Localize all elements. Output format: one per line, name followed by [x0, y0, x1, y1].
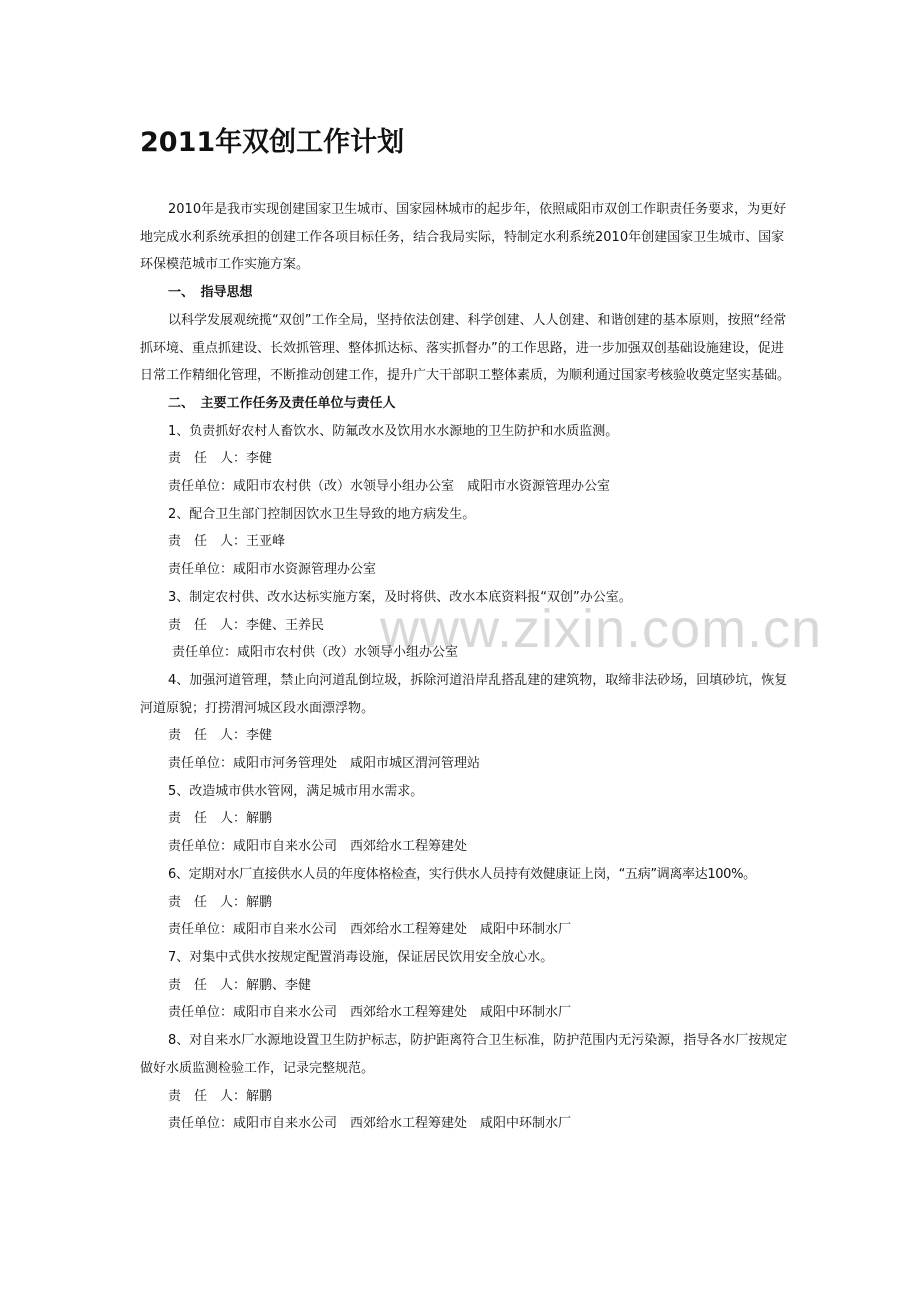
task-2-person: 责 任 人：王亚峰 [168, 534, 286, 550]
task-6: 6、定期对水厂直接供水人员的年度体格检查，实行供水人员持有效健康证上岗，“五病”调离率达100%。 [168, 866, 756, 882]
task-4-unit: 责任单位：咸阳市河务管理处 咸阳市城区渭河管理站 [168, 756, 481, 772]
task-7: 7、对集中式供水按规定配置消毒设施，保证居民饮用安全放心水。 [168, 949, 554, 965]
task-4: 4、加强河道管理，禁止向河道乱倒垃圾，拆除河道沿岸乱搭乱建的建筑物，取缔非法砂场，回填砂坑，恢复河道原貌；打捞渭河城区段水面漂浮物。 [140, 672, 788, 716]
task-2-unit: 责任单位：咸阳市水资源管理办公室 [168, 562, 377, 578]
task-1-person: 责 任 人：李健 [168, 451, 273, 467]
task-6-unit: 责任单位：咸阳市自来水公司 西郊给水工程筹建处 咸阳中环制水厂 [168, 922, 572, 938]
task-8-person: 责 任 人：解鹏 [168, 1088, 273, 1104]
task-3: 3、制定农村供、改水达标实施方案，及时将供、改水本底资料报“双创”办公室。 [168, 589, 632, 605]
task-8: 8、对自来水厂水源地设置卫生防护标志，防护距离符合卫生标准，防护范围内无污染源，指导各水厂按规定做好水质监测检验工作，记录完整规范。 [140, 1033, 788, 1076]
task-3-unit: 责任单位：咸阳市农村供（改）水领导小组办公室 [172, 645, 459, 661]
watermark: www.zixin.com.cn [380, 599, 823, 659]
section-2-heading: 二、 主要工作任务及责任单位与责任人 [168, 395, 396, 411]
task-7-unit: 责任单位：咸阳市自来水公司 西郊给水工程筹建处 咸阳中环制水厂 [168, 1005, 572, 1021]
task-7-person: 责 任 人：解鹏、李健 [168, 977, 312, 993]
task-1: 1、负责抓好农村人畜饮水、防氟改水及饮用水水源地的卫生防护和水质监测。 [168, 423, 619, 439]
task-5-person: 责 任 人：解鹏 [168, 811, 273, 827]
task-1-unit: 责任单位：咸阳市农村供（改）水领导小组办公室 咸阳市水资源管理办公室 [168, 479, 611, 495]
task-2: 2、配合卫生部门控制因饮水卫生导致的地方病发生。 [168, 506, 476, 522]
task-5-unit: 责任单位：咸阳市自来水公司 西郊给水工程筹建处 [168, 839, 468, 855]
task-5: 5、改造城市供水管网，满足城市用水需求。 [168, 783, 424, 799]
task-3-person: 责 任 人：李健、王养民 [168, 617, 325, 633]
intro-paragraph: 2010年是我市实现创建国家卫生城市、国家园林城市的起步年，依照咸阳市双创工作职责任务要求，为更好地完成水利系统承担的创建工作各项目标任务，结合我局实际，特制定水利系统2010年创建国家卫生城市、国家环保模范城市工作实施方案。 [140, 202, 787, 273]
task-8-unit: 责任单位：咸阳市自来水公司 西郊给水工程筹建处 咸阳中环制水厂 [168, 1116, 572, 1132]
task-4-person: 责 任 人：李健 [168, 728, 273, 744]
document-title: 2011年双创工作计划 [140, 127, 405, 158]
section-1-heading: 一、 指导思想 [168, 285, 253, 301]
section-1-body: 以科学发展观统揽“双创”工作全局，坚持依法创建、科学创建、人人创建、和谐创建的基本原则，按照“经常抓环境、重点抓建设、长效抓管理、整体抓达标、落实抓督办”的工作思路，进一步加强双创基础设施建设，促进日常工作精细化管理，不断推动创建工作，提升广大干部职工整体素质，为顺利通过国家考核验收奠定坚实基础。 [140, 312, 791, 384]
document-body [140, 196, 790, 1138]
task-6-person: 责 任 人：解鹏 [168, 894, 273, 910]
